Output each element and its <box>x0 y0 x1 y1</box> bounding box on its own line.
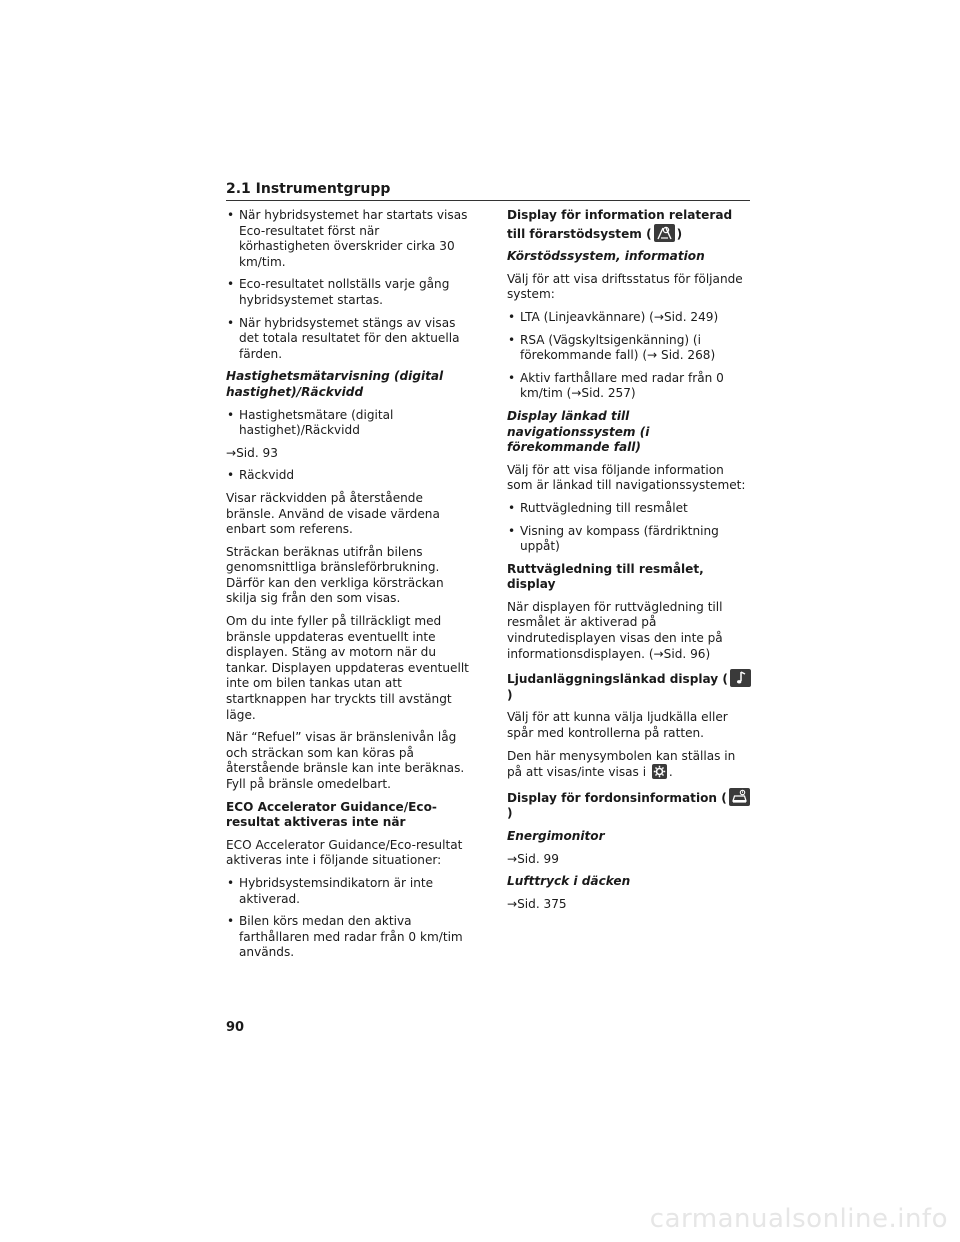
heading-close: ) <box>507 806 513 821</box>
vehicle-info-icon <box>729 788 750 806</box>
paragraph: Välj för att visa följande information som är länkad till navigationssystemet: <box>507 462 746 493</box>
driver-assist-icon <box>654 224 675 242</box>
music-note-icon <box>730 669 751 687</box>
paragraph: Om du inte fyller på tillräckligt med bränsle uppdateras eventuellt inte displayen. Stäng av motorn när du tankar. Displayen uppdateras eventuellt inte om bilen tankas utan att startknappen har tryckts till avstängt läge. <box>226 614 469 722</box>
heading-driver-assist <box>507 208 753 242</box>
list-item: • Räckvidd <box>226 468 472 484</box>
list-item: • Hastighetsmätare (digital hastighet)/Räckvidd <box>226 408 472 439</box>
list-item: • Hybridsystemsindikatorn är inte aktiverad. <box>226 876 472 907</box>
paragraph-text: Den här menysymbolen kan ställas in på att visas/inte visas i <box>507 748 736 780</box>
subheading-tire-pressure: Lufttryck i däcken <box>507 874 631 889</box>
left-column <box>226 208 472 968</box>
right-column <box>507 208 753 919</box>
heading-vehicle-info <box>507 788 753 822</box>
paragraph: Visar räckvidden på återstående bränsle. Använd de visade värdena enbart som referens. <box>226 490 440 537</box>
page-number: 90 <box>226 1020 245 1035</box>
subheading-driving-support: Körstödssystem, information <box>507 249 705 264</box>
list-item: • Ruttvägledning till resmålet <box>507 501 753 517</box>
paragraph <box>507 749 753 781</box>
paragraph: När displayen för ruttvägledning till resmålet är aktiverad på vindrutedisplayen visas den inte på informationsdisplayen. (→Sid. 96) <box>507 599 723 661</box>
list-item: • Bilen körs medan den aktiva farthållaren med radar från 0 km/tim används. <box>226 914 472 961</box>
gear-icon <box>652 764 667 779</box>
paragraph: När “Refuel” visas är bränslenivån låg och sträckan som kan köras på återstående bränsle kan inte beräknas. Fyll på bränsle omedelbart. <box>226 730 465 791</box>
section-header <box>226 178 750 201</box>
heading-text: Display för information relaterad till förarstödsystem ( <box>507 208 733 241</box>
list-item: • RSA (Vägskyltsigenkänning) (i förekommande fall) (→ Sid. 268) <box>507 333 753 364</box>
list-item: • Aktiv farthållare med radar från 0 km/tim (→Sid. 257) <box>507 371 753 402</box>
paragraph: Välj för att kunna välja ljudkälla eller spår med kontrollerna på ratten. <box>507 710 728 741</box>
heading-text: Ljudanläggningslänkad display ( <box>507 672 728 687</box>
list-item: • Eco-resultatet nollställs varje gång hybridsystemet startas. <box>226 277 472 308</box>
subheading-navigation: Display länkad till navigationssystem (i förekommande fall) <box>507 408 650 455</box>
subheading-speedometer: Hastighetsmätarvisning (digital hastighet)/Räckvidd <box>226 369 444 399</box>
heading-close: ) <box>507 687 513 702</box>
list-item: • När hybridsystemet har startats visas Eco-resultatet först när körhastigheten överskrider cirka 30 km/tim. <box>226 208 472 270</box>
paragraph: Välj för att visa driftsstatus för följande system: <box>507 271 743 302</box>
heading-close: ) <box>676 226 683 241</box>
subheading-energy-monitor: Energimonitor <box>507 829 605 843</box>
heading-eco-guidance: ECO Accelerator Guidance/Eco-resultat aktiveras inte när <box>226 799 437 830</box>
list-item: • När hybridsystemet stängs av visas det totala resultatet för den aktuella färden. <box>226 316 472 363</box>
paragraph: ECO Accelerator Guidance/Eco-resultat aktiveras inte i följande situationer: <box>226 837 463 868</box>
page-reference: →Sid. 375 <box>507 896 567 911</box>
list-item: • Visning av kompass (färdriktning uppåt) <box>507 524 753 555</box>
list-item: • LTA (Linjeavkännare) (→Sid. 249) <box>507 310 753 326</box>
page-reference: →Sid. 93 <box>226 445 278 460</box>
paragraph: Sträckan beräknas utifrån bilens genomsnittliga bränsleförbrukning. Därför kan den verkliga körsträckan skilja sig från den som visas. <box>226 544 444 606</box>
heading-route-guidance: Ruttvägledning till resmålet, display <box>507 561 704 592</box>
heading-audio <box>507 669 753 703</box>
section-title: 2.1 Instrumentgrupp <box>226 181 391 197</box>
watermark: carmanualsonline.info <box>649 1204 948 1234</box>
paragraph-close: . <box>668 765 673 780</box>
heading-text: Display för fordonsinformation ( <box>507 790 727 805</box>
page-reference: →Sid. 99 <box>507 851 559 866</box>
